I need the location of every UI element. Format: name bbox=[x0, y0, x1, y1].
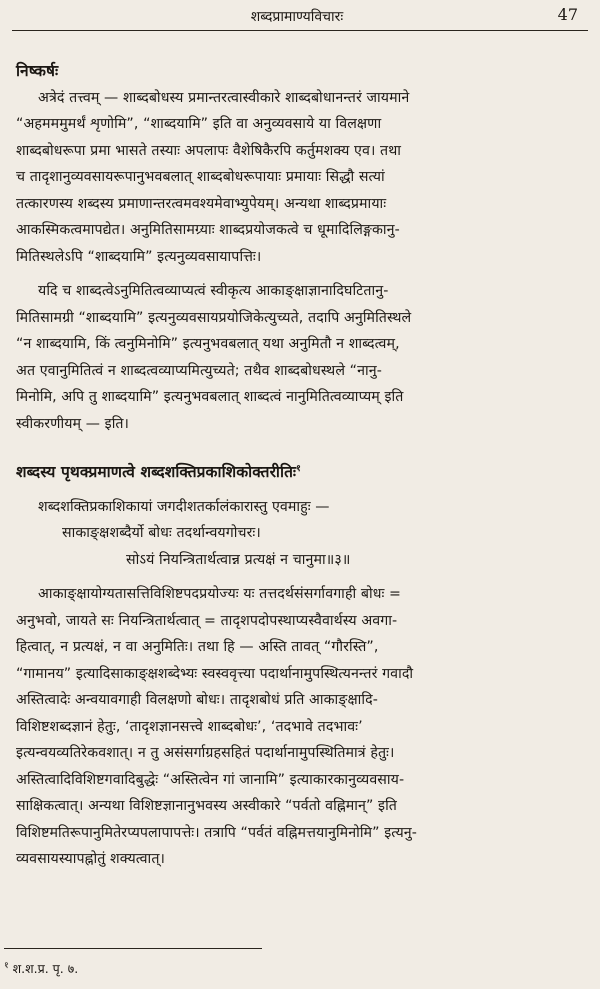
header-rule bbox=[12, 30, 588, 31]
text-line: “अहमममुमर्थं शृणोमि”, “शाब्दयामि” इति वा अनुव्यवसाये या विलक्षणा bbox=[16, 116, 382, 132]
footnote bbox=[4, 960, 78, 977]
text-line: स्वीकरणीयम् — इति। bbox=[16, 415, 130, 432]
verse-line-2: सोऽयं नियन्त्रितार्थत्वान्न प्रत्यक्षं न चानुमा॥३॥ bbox=[126, 551, 351, 568]
footnote-text: श.श.प्र. पृ. ७. bbox=[12, 961, 79, 976]
footnote-marker: १ bbox=[296, 463, 301, 474]
paragraph-1 bbox=[16, 85, 578, 271]
text-line: च तादृशानुव्यवसायरूपानुभवबलात् शाब्दबोधरूपायाः प्रमायाः सिद्धौ सत्यां bbox=[16, 169, 385, 185]
running-header bbox=[16, 5, 578, 29]
section-heading-text: शब्दस्य पृथक्प्रमाणत्वे शब्दशक्तिप्रकाशिकोक्तरीतिः bbox=[16, 463, 297, 481]
text-line: अत्रेदं तत्त्वम् — शाब्दबोधस्य प्रमान्तरत्वास्वीकारे शाब्दबोधानन्तरं जायमाने bbox=[38, 89, 410, 106]
text-line: अनुभवो, जायते सः नियन्त्रितार्थत्वात् = तादृशपदोपस्थाप्यस्वैवार्थस्य अवगा- bbox=[16, 612, 398, 629]
text-line: अत एवानुमितित्वं न शाब्दत्वव्याप्यमित्युच्यते; तथैव शाब्दबोधस्थले “नानु- bbox=[16, 362, 382, 379]
text-line: शाब्दबोधरूपा प्रमा भासते तस्याः अपलापः वैशेषिकैरपि कर्तुमशक्य एव। तथा bbox=[16, 142, 402, 159]
text-line: हित्वात्, न प्रत्यक्षं, न वा अनुमितिः। तथा हि — अस्ति तावत् “गौरस्ति”, bbox=[16, 639, 379, 655]
text-line: इत्यन्वयव्यतिरेकवशात्। न तु असंसर्गाग्रहसहितं पदार्थानामुपस्थितिमात्रं हेतुः। bbox=[16, 745, 395, 761]
text-line: आकाङ्क्षायोग्यतासत्तिविशिष्टपदप्रयोज्यः यः तत्तदर्थसंसर्गावगाही बोधः = bbox=[38, 586, 402, 602]
running-title: शब्दप्रामाण्यविचारः bbox=[250, 9, 344, 25]
text-line: मितिसामग्री “शाब्दयामि” इत्यनुव्यवसायप्रयोजिकेत्युच्यते, तदापि अनुमितिस्थले bbox=[16, 309, 412, 326]
section-heading-nishkarsha: निष्कर्षः bbox=[16, 62, 59, 80]
text-line: मितिस्थलेऽपि “शाब्दयामि” इत्यनुव्यवसायापत्तिः। bbox=[16, 248, 262, 265]
quote-intro: शब्दशक्तिप्रकाशिकायां जगदीशतर्कालंकारास्तु एवमाहुः — bbox=[38, 498, 330, 515]
paragraph-3 bbox=[16, 581, 578, 873]
text-line: अस्तित्वादेः अन्वयावगाही विलक्षणो बोधः। तादृशबोधं प्रति आकाङ्क्षादि- bbox=[16, 692, 378, 708]
text-line: व्यवसायस्यापह्नोतुं शक्यत्वात्। bbox=[16, 851, 165, 867]
text-line: आकस्मिकत्वमापद्येत। अनुमितिसामग्र्याः शाब्दप्रयोजकत्वे च धूमादिलिङ्गकानु- bbox=[16, 222, 400, 238]
text-line: अस्तित्वादिविशिष्टगवादिबुद्धेः “अस्तित्वेन गां जानामि” इत्याकारकानुव्यवसाय- bbox=[16, 771, 405, 788]
paragraph-2 bbox=[16, 278, 578, 437]
text-line: “गामानय” इत्यादिसाकाङ्क्षशब्देभ्यः स्वस्ववृत्त्या पदार्थानामुपस्थित्यनन्तरं गवादौ bbox=[16, 665, 414, 682]
footnote-rule bbox=[4, 948, 262, 949]
text-line: विशिष्टशब्दज्ञानं हेतुः, ‘तादृशज्ञानसत्त्वे शाब्दबोधः’, ‘तदभावे तदभावः’ bbox=[16, 718, 363, 735]
verse-line-1: साकाङ्क्षशब्दैर्यो बोधः तदर्थान्वयगोचरः। bbox=[62, 525, 261, 541]
footnote-number: १ bbox=[4, 960, 9, 971]
text-line: साक्षिकत्वात्। अन्यथा विशिष्टज्ञानानुभवस्य अस्वीकारे “पर्वतो वह्निमान्” इति bbox=[16, 798, 397, 814]
text-line: यदि च शाब्दत्वेऽनुमितित्वव्याप्यत्वं स्वीकृत्य आकाङ्क्षाज्ञानादिघटितानु- bbox=[38, 283, 389, 299]
section-heading-shabdashakti bbox=[16, 459, 578, 486]
page-content bbox=[16, 58, 578, 873]
text-line: मिनोमि, अपि तु शाब्दयामि” इत्यनुभवबलात् शाब्दत्वं नानुमितित्वव्याप्यम् इति bbox=[16, 389, 404, 405]
text-line: तत्कारणस्य शब्दस्य प्रमाणान्तरत्वमवश्यमेवाभ्युपेयम्। अन्यथा शाब्दप्रमायाः bbox=[16, 195, 387, 212]
text-line: “न शाब्दयामि, किं त्वनुमिनोमि” इत्यनुभवबलात् यथा अनुमितौ न शाब्दत्वम्, bbox=[16, 336, 400, 352]
page-number: 47 bbox=[557, 5, 578, 24]
text-line: विशिष्टमतिरूपानुमितेरप्यपलापापत्तेः। तत्रापि “पर्वतं वह्निमत्तयानुमिनोमि” इत्यनु- bbox=[16, 824, 418, 841]
